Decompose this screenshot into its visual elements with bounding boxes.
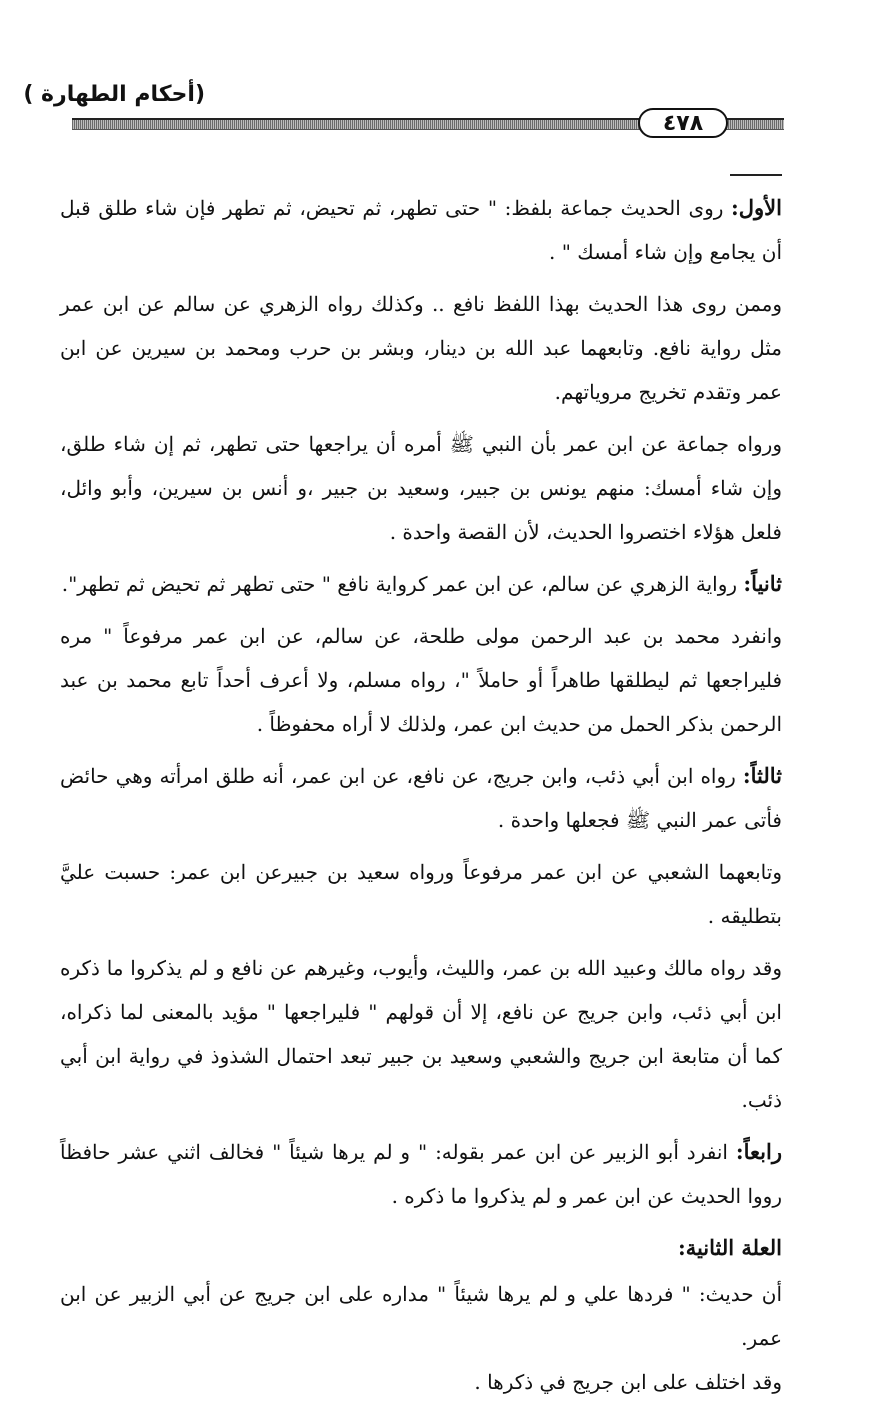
running-header-title: (أحكام الطهارة ): [23, 82, 205, 107]
paragraph-text: روى الحديث جماعة بلفظ: " حتى تطهر، ثم تحيض، ثم تطهر فإن شاء طلق قبل أن يجامع وإن شاء أمسك " .: [60, 196, 782, 264]
paragraph-label: ثالثاً:: [742, 763, 782, 788]
paragraph: [60, 850, 782, 938]
paragraph: [60, 1130, 782, 1218]
short-rule: [730, 174, 782, 176]
paragraph-text: وانفرد محمد بن عبد الرحمن مولى طلحة، عن سالم، عن ابن عمر مرفوعاً " مره فليراجعها ثم ليطلقها طاهراً أو حاملاً "، رواه مسلم، ولا أعرف أحداً تابع محمد بن عبد الرحمن بذكر الحمل من حديث ابن عمر، ولذلك لا أراه محفوظاً .: [60, 624, 782, 736]
final-line-1: أن حديث: " فردها علي و لم يرها شيئاً " مداره على ابن جريج عن أبي الزبير عن ابن عمر.: [60, 1282, 782, 1350]
paragraph: [60, 614, 782, 746]
final-line-2: وقد اختلف على ابن جريج في ذكرها .: [474, 1370, 782, 1394]
paragraph-text: وممن روى هذا الحديث بهذا اللفظ نافع .. وكذلك رواه الزهري عن سالم عن ابن عمر مثل رواية نافع. وتابعهما عبد الله بن دينار، وبشر بن حرب ومحمد بن سيرين عن ابن عمر وتقدم تخريج مروياتهم.: [60, 292, 783, 404]
paragraph: [60, 186, 782, 274]
page-number: ٤٧٨: [638, 108, 728, 138]
body-text: [60, 186, 782, 1404]
final-paragraph: [60, 1272, 782, 1404]
paragraph-label: ثانياً:: [743, 571, 782, 596]
paragraph-text: ورواه جماعة عن ابن عمر بأن النبي ﷺ أمره أن يراجعها حتى تطهر، ثم إن شاء طلق، وإن شاء أمسك: منهم يونس بن جبير، وسعيد بن جبير ،و أنس بن سيرين، وأبو وائل، فلعل هؤلاء اختصروا الحديث، لأن القصة واحدة .: [60, 432, 782, 544]
paragraph-text: انفرد أبو الزبير عن ابن عمر بقوله: " و لم يرها شيئاً " فخالف اثني عشر حافظاً رووا الحديث عن ابن عمر و لم يذكروا ما ذكره .: [60, 1140, 782, 1208]
paragraph-text: رواية الزهري عن سالم، عن ابن عمر كرواية نافع " حتى تطهر ثم تحيض ثم تطهر".: [61, 572, 744, 596]
paragraph-label: رابعاً:: [735, 1139, 782, 1164]
page-header: [0, 0, 873, 150]
paragraph: [60, 946, 782, 1122]
paragraph-text: وتابعهما الشعبي عن ابن عمر مرفوعاً ورواه سعيد بن جبيرعن ابن عمر: حسبت عليَّ بتطليقه .: [60, 860, 782, 928]
paragraph-label: الأول:: [731, 195, 782, 220]
paragraph: [60, 422, 782, 554]
paragraph: [60, 282, 782, 414]
section-heading: العلة الثانية:: [677, 1235, 782, 1260]
paragraph: [60, 562, 782, 606]
paragraph-text: وقد رواه مالك وعبيد الله بن عمر، والليث، وأيوب، وغيرهم عن نافع و لم يذكروا ما ذكره ابن أبي ذئب، وابن جريج عن نافع، إلا أن قولهم " فليراجعها " مؤيد بالمعنى لما ذكراه، كما أن متابعة ابن جريج والشعبي وسعيد بن جبير تبعد احتمال الشذوذ في رواية ابن أبي ذئب.: [60, 956, 782, 1112]
paragraph-text: رواه ابن أبي ذئب، وابن جريج، عن نافع، عن ابن عمر، أنه طلق امرأته وهي حائض فأتى عمر النبي ﷺ فجعلها واحدة .: [60, 764, 782, 832]
paragraph: [60, 754, 782, 842]
